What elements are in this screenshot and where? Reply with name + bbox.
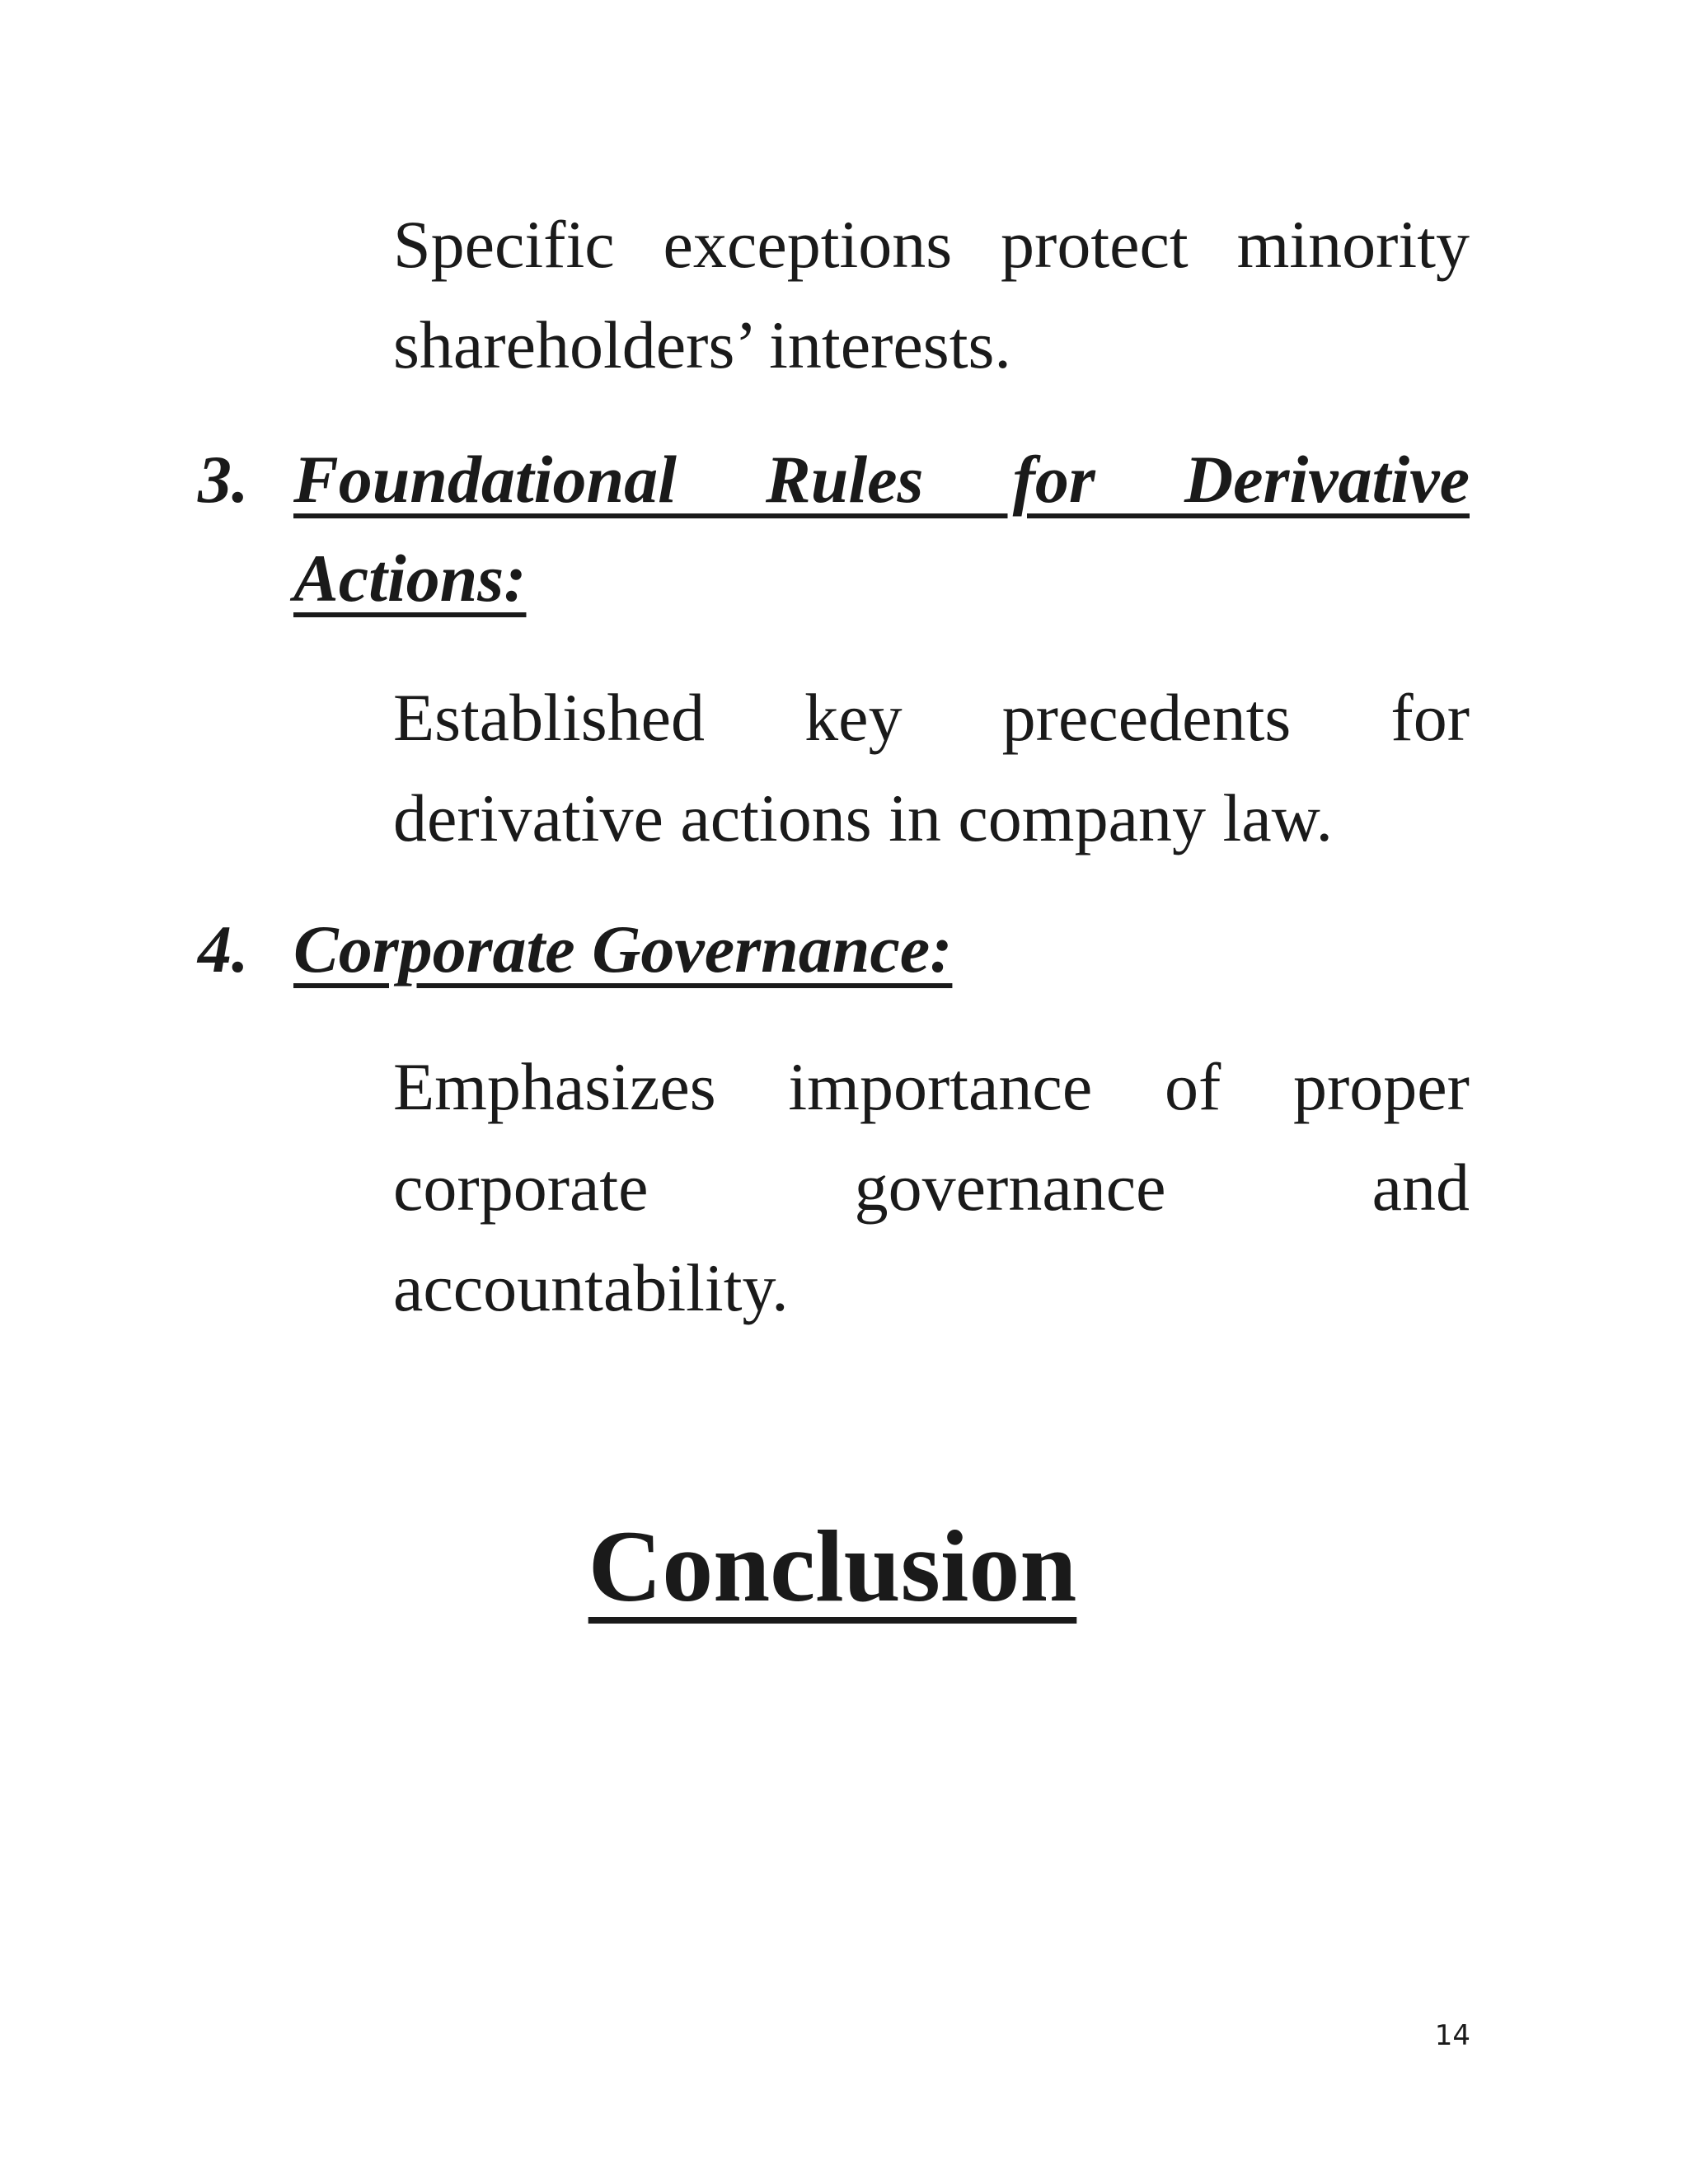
section-title xyxy=(0,1505,1665,1629)
paragraph-corporate-governance: Emphasizes importance of proper corporate governance and accountability. xyxy=(393,1049,1470,1325)
section-title-text: Conclusion xyxy=(588,1510,1077,1623)
list-number: 3. xyxy=(198,442,249,517)
paragraph-derivative-actions: Established key precedents for derivative actions in company law. xyxy=(393,680,1470,855)
list-item-4 xyxy=(198,900,1470,999)
page-number: 14 xyxy=(1434,2019,1470,2052)
list-number: 4. xyxy=(198,912,249,987)
list-heading: Foundational Rules for Derivative Actions: xyxy=(293,442,1470,616)
paragraph-minority-shareholders: Specific exceptions protect minority shareholders’ interests. xyxy=(393,207,1470,382)
list-item-3 xyxy=(198,430,1470,628)
list-heading: Corporate Governance: xyxy=(293,912,953,987)
